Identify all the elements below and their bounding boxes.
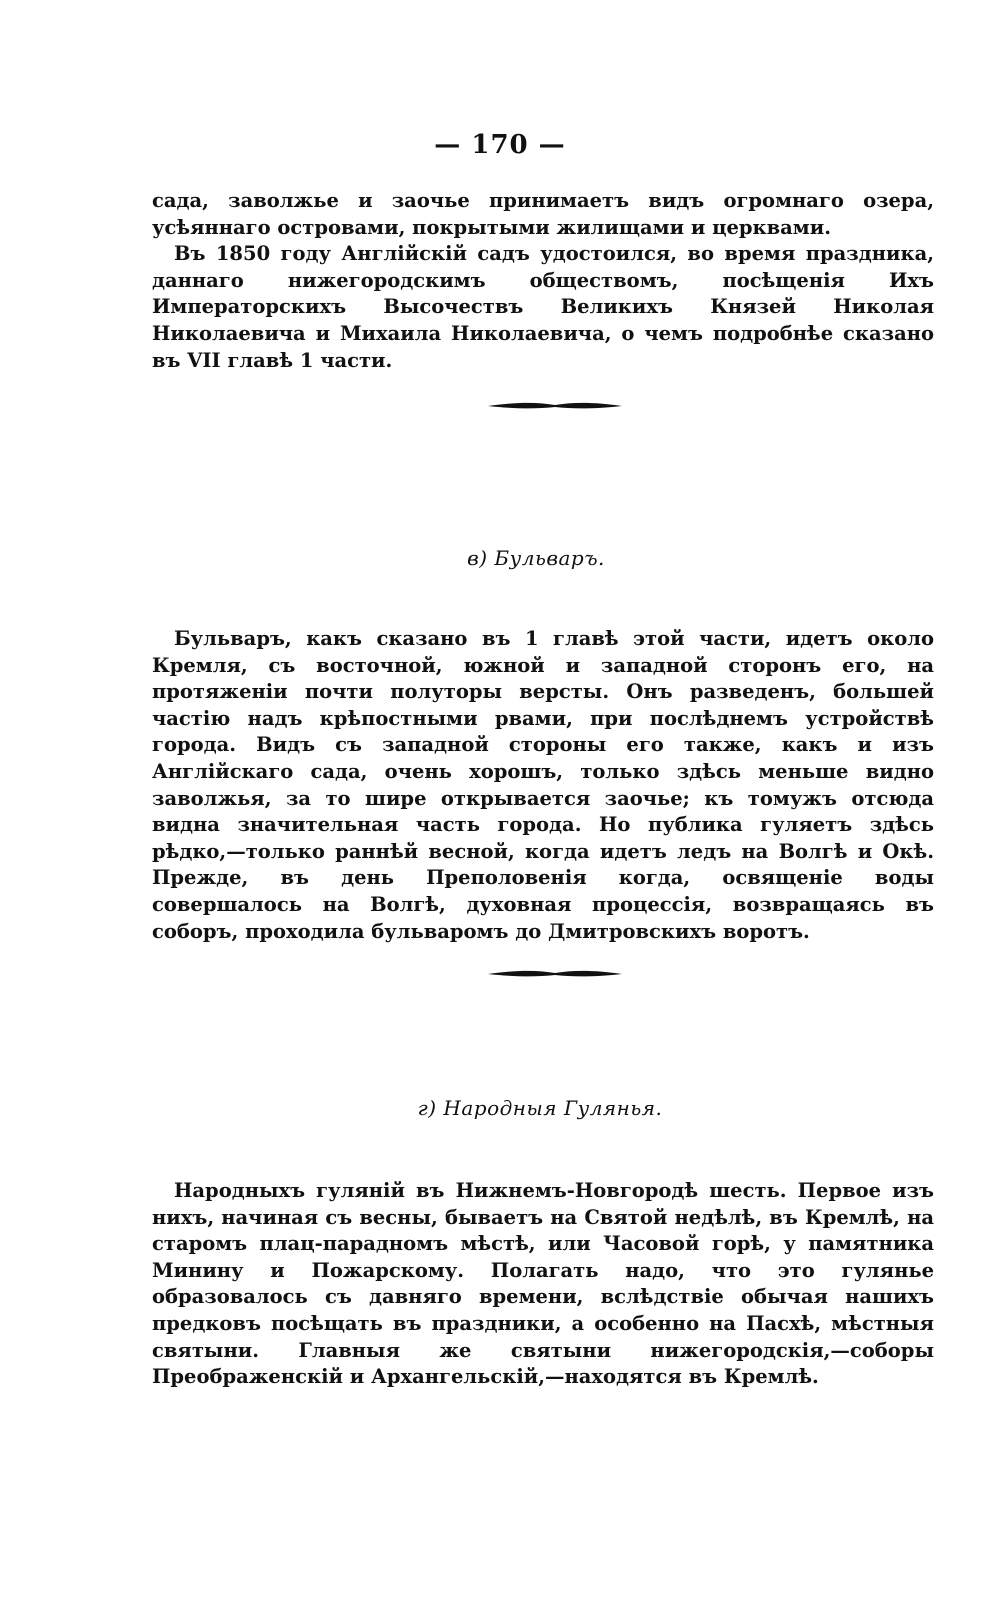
text-block-festivals bbox=[152, 1178, 934, 1391]
paragraph-festivals: Народныхъ гуляній въ Нижнемъ-Новгородѣ шесть. Первое изъ нихъ, начиная съ весны, бываетъ на Святой недѣлѣ, въ Кремлѣ, на старомъ плац-парадномъ мѣстѣ, или Часовой горѣ, у памятника Минину и Пожарскому. Полагать надо, что это гулянье образовалось съ давняго времени, вслѣдствіе обычая нашихъ предковъ посѣщать въ праздники, а особенно на Пасхѣ, мѣстныя святыни. Главныя же святыни нижегородскія,—соборы Преображенскій и Архангельскій,—находятся въ Кремлѣ. bbox=[152, 1179, 934, 1389]
page-number: — 170 — bbox=[434, 130, 566, 160]
paragraph-garden-visit: Въ 1850 году Англійскій садъ удостоился, во время праздника, даннаго нижегородскимъ обществомъ, посѣщенія Ихъ Императорскихъ Высочествъ Великихъ Князей Николая Николаевича и Михаила Николаевича, о чемъ подробнѣе сказано въ VII главѣ 1 части. bbox=[152, 242, 934, 372]
section-heading-boulevard: в) Бульваръ. bbox=[467, 546, 605, 570]
paragraph-boulevard: Бульваръ, какъ сказано въ 1 главѣ этой части, идетъ около Кремля, съ восточной, южной и западной сторонъ его, на протяженіи почти полуторы версты. Онъ разведенъ, большей частію надъ крѣпостными рвами, при послѣднемъ устройствѣ города. Видъ съ западной стороны его также, какъ и изъ Англійскаго сада, очень хорошъ, только здѣсь меньше видно заволжья, за то шире открывается заочье; къ томужъ отсюда видна значительная часть города. Но публика гуляетъ здѣсь рѣдко,—только раннѣй весной, когда идетъ ледъ на Волгѣ и Окѣ. Прежде, въ день Преполовенія когда, освященіе воды совершалось на Волгѣ, духовная процессія, возвращаясь въ соборъ, проходила бульваромъ до Дмитровскихъ воротъ. bbox=[152, 627, 934, 943]
divider-ornament bbox=[486, 966, 624, 982]
text-block-boulevard bbox=[152, 626, 934, 945]
section-heading-festivals: г) Народныя Гулянья. bbox=[417, 1096, 663, 1120]
divider-ornament bbox=[486, 398, 624, 414]
paragraph-garden-view: сада, заволжье и заочье принимаетъ видъ огромнаго озера, усѣяннаго островами, покрытыми жилищами и церквами. bbox=[152, 189, 934, 239]
text-block-garden bbox=[152, 188, 934, 374]
